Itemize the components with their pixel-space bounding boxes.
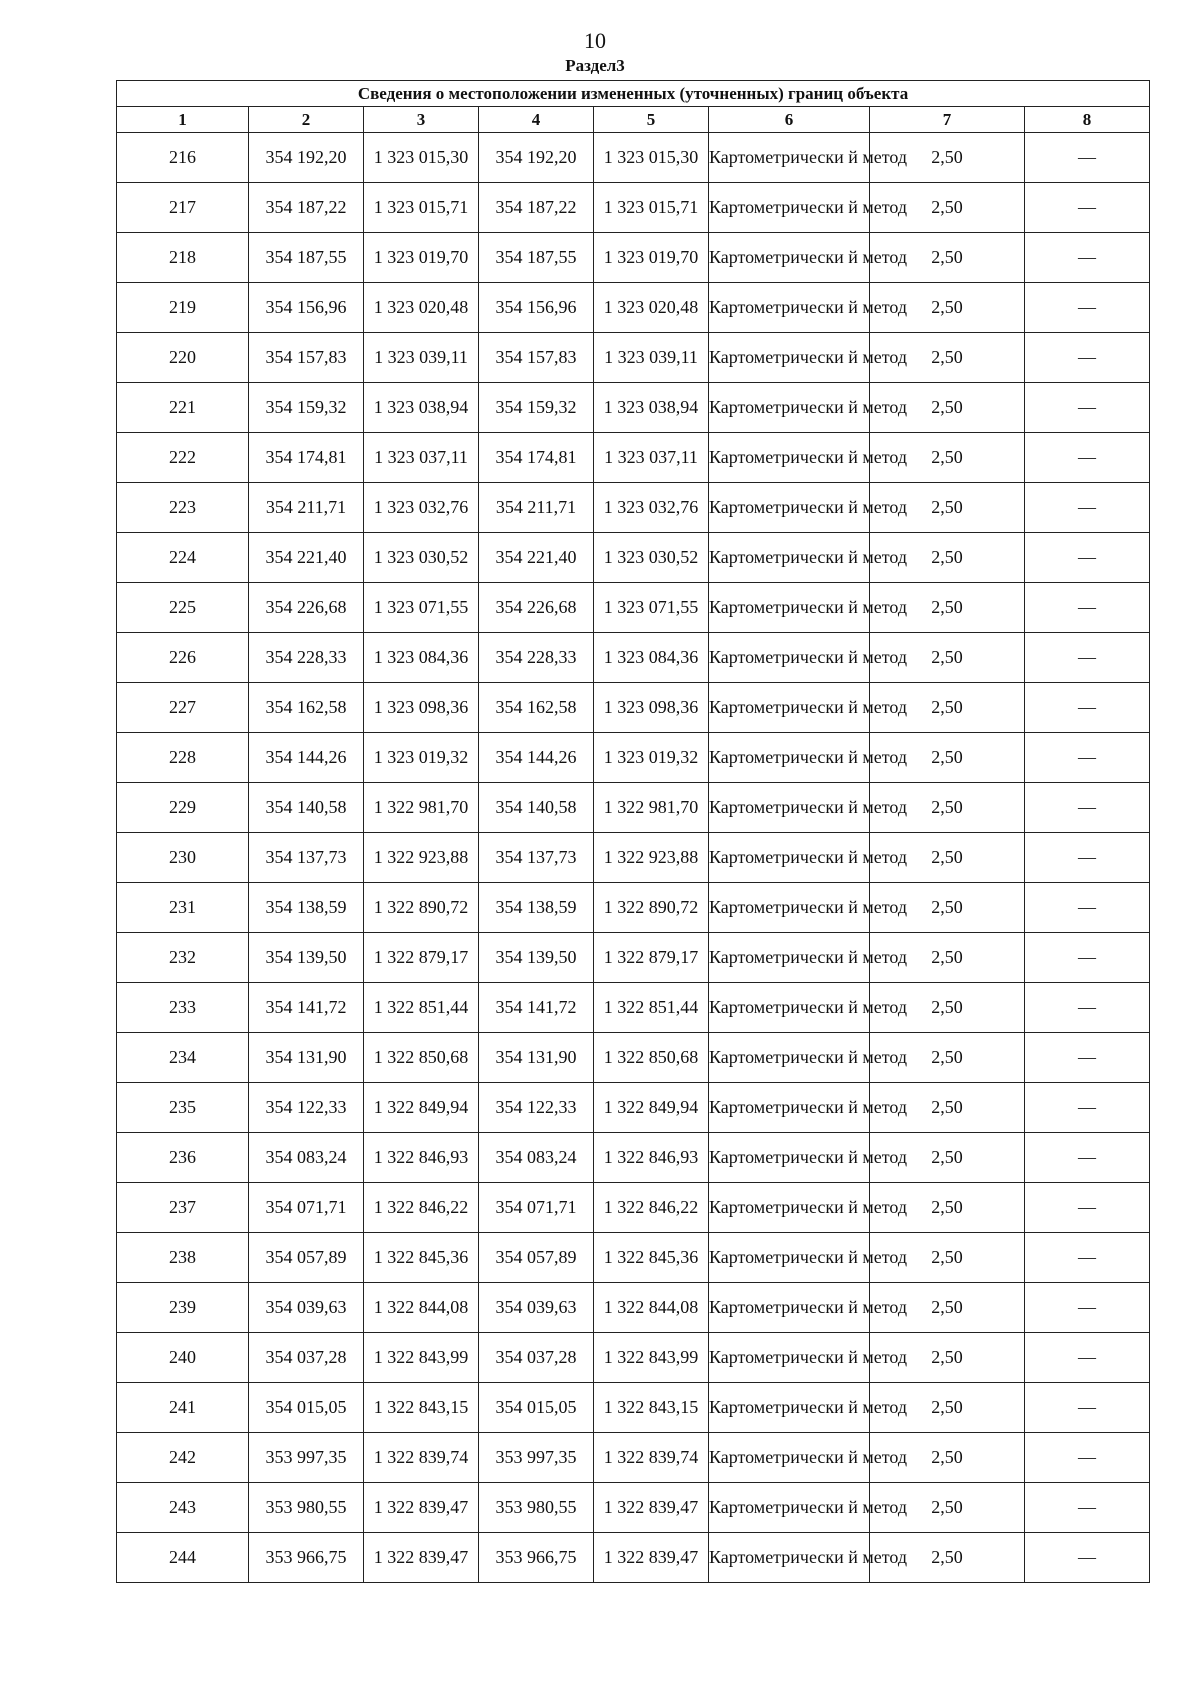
method-cell: Картометрически й метод [709,533,870,583]
table-row [117,1133,1150,1183]
x-coordinate-cell: 354 137,73 [249,833,364,883]
point-number-cell: 229 [117,783,249,833]
point-number-cell: 223 [117,483,249,533]
column-header: 8 [1025,107,1150,133]
y-coordinate-cell: 1 322 850,68 [364,1033,479,1083]
table-row [117,633,1150,683]
point-number-cell: 220 [117,333,249,383]
point-number-cell: 237 [117,1183,249,1233]
precision-cell: 2,50 [870,633,1025,683]
column-header: 7 [870,107,1025,133]
dash-cell: — [1025,1483,1150,1533]
precision-cell: 2,50 [870,833,1025,883]
y-coordinate-cell: 1 322 846,93 [364,1133,479,1183]
table-row [117,1033,1150,1083]
method-cell: Картометрически й метод [709,1483,870,1533]
y-coordinate-cell: 1 322 981,70 [594,783,709,833]
y-coordinate-cell: 1 323 019,32 [364,733,479,783]
precision-cell: 2,50 [870,1183,1025,1233]
precision-cell: 2,50 [870,433,1025,483]
y-coordinate-cell: 1 322 890,72 [364,883,479,933]
point-number-cell: 219 [117,283,249,333]
x-coordinate-cell: 354 187,55 [479,233,594,283]
y-coordinate-cell: 1 323 038,94 [594,383,709,433]
dash-cell: — [1025,683,1150,733]
table-row [117,333,1150,383]
y-coordinate-cell: 1 322 849,94 [364,1083,479,1133]
y-coordinate-cell: 1 323 020,48 [594,283,709,333]
table-row [117,733,1150,783]
table-row [117,533,1150,583]
y-coordinate-cell: 1 323 019,70 [594,233,709,283]
method-cell: Картометрически й метод [709,1433,870,1483]
dash-cell: — [1025,983,1150,1033]
x-coordinate-cell: 354 140,58 [479,783,594,833]
table-row [117,1483,1150,1533]
point-number-cell: 231 [117,883,249,933]
method-cell: Картометрически й метод [709,783,870,833]
dash-cell: — [1025,1333,1150,1383]
x-coordinate-cell: 354 015,05 [479,1383,594,1433]
dash-cell: — [1025,533,1150,583]
y-coordinate-cell: 1 323 084,36 [364,633,479,683]
precision-cell: 2,50 [870,783,1025,833]
y-coordinate-cell: 1 323 030,52 [594,533,709,583]
y-coordinate-cell: 1 323 084,36 [594,633,709,683]
y-coordinate-cell: 1 323 071,55 [594,583,709,633]
precision-cell: 2,50 [870,733,1025,783]
precision-cell: 2,50 [870,1383,1025,1433]
precision-cell: 2,50 [870,333,1025,383]
dash-cell: — [1025,283,1150,333]
precision-cell: 2,50 [870,1233,1025,1283]
x-coordinate-cell: 354 156,96 [249,283,364,333]
method-cell: Картометрически й метод [709,633,870,683]
precision-cell: 2,50 [870,1283,1025,1333]
y-coordinate-cell: 1 322 851,44 [364,983,479,1033]
table-row [117,1283,1150,1333]
y-coordinate-cell: 1 322 843,99 [364,1333,479,1383]
precision-cell: 2,50 [870,483,1025,533]
x-coordinate-cell: 354 162,58 [249,683,364,733]
table-row [117,433,1150,483]
y-coordinate-cell: 1 322 879,17 [594,933,709,983]
x-coordinate-cell: 353 980,55 [249,1483,364,1533]
table-row [117,1383,1150,1433]
dash-cell: — [1025,1083,1150,1133]
x-coordinate-cell: 354 057,89 [249,1233,364,1283]
y-coordinate-cell: 1 323 019,32 [594,733,709,783]
y-coordinate-cell: 1 322 923,88 [594,833,709,883]
x-coordinate-cell: 354 037,28 [479,1333,594,1383]
x-coordinate-cell: 354 137,73 [479,833,594,883]
dash-cell: — [1025,633,1150,683]
point-number-cell: 239 [117,1283,249,1333]
point-number-cell: 230 [117,833,249,883]
x-coordinate-cell: 354 159,32 [479,383,594,433]
method-cell: Картометрически й метод [709,1333,870,1383]
column-header: 4 [479,107,594,133]
x-coordinate-cell: 353 980,55 [479,1483,594,1533]
table-row [117,883,1150,933]
x-coordinate-cell: 354 157,83 [249,333,364,383]
table-row [117,933,1150,983]
point-number-cell: 226 [117,633,249,683]
method-cell: Картометрически й метод [709,333,870,383]
method-cell: Картометрически й метод [709,1183,870,1233]
precision-cell: 2,50 [870,1533,1025,1583]
dash-cell: — [1025,883,1150,933]
x-coordinate-cell: 354 139,50 [479,933,594,983]
y-coordinate-cell: 1 322 839,74 [364,1433,479,1483]
y-coordinate-cell: 1 323 030,52 [364,533,479,583]
table-row [117,233,1150,283]
method-cell: Картометрически й метод [709,1033,870,1083]
x-coordinate-cell: 354 174,81 [479,433,594,483]
table-row [117,1233,1150,1283]
x-coordinate-cell: 354 211,71 [249,483,364,533]
dash-cell: — [1025,1183,1150,1233]
column-header: 2 [249,107,364,133]
method-cell: Картометрически й метод [709,283,870,333]
method-cell: Картометрически й метод [709,733,870,783]
dash-cell: — [1025,383,1150,433]
point-number-cell: 241 [117,1383,249,1433]
x-coordinate-cell: 354 039,63 [479,1283,594,1333]
y-coordinate-cell: 1 322 843,15 [594,1383,709,1433]
x-coordinate-cell: 354 039,63 [249,1283,364,1333]
dash-cell: — [1025,183,1150,233]
x-coordinate-cell: 354 228,33 [479,633,594,683]
x-coordinate-cell: 354 162,58 [479,683,594,733]
table-row [117,483,1150,533]
precision-cell: 2,50 [870,583,1025,633]
table-caption: Сведения о местоположении измененных (уточненных) границ объекта [117,81,1150,107]
table-row [117,683,1150,733]
table-body [117,133,1150,1583]
column-header: 3 [364,107,479,133]
x-coordinate-cell: 354 144,26 [479,733,594,783]
y-coordinate-cell: 1 322 844,08 [364,1283,479,1333]
x-coordinate-cell: 354 157,83 [479,333,594,383]
x-coordinate-cell: 353 966,75 [249,1533,364,1583]
y-coordinate-cell: 1 322 890,72 [594,883,709,933]
x-coordinate-cell: 354 221,40 [479,533,594,583]
dash-cell: — [1025,733,1150,783]
dash-cell: — [1025,1383,1150,1433]
point-number-cell: 222 [117,433,249,483]
x-coordinate-cell: 354 226,68 [479,583,594,633]
y-coordinate-cell: 1 322 981,70 [364,783,479,833]
point-number-cell: 243 [117,1483,249,1533]
x-coordinate-cell: 354 131,90 [249,1033,364,1083]
column-header: 1 [117,107,249,133]
precision-cell: 2,50 [870,383,1025,433]
precision-cell: 2,50 [870,1433,1025,1483]
x-coordinate-cell: 354 192,20 [249,133,364,183]
precision-cell: 2,50 [870,283,1025,333]
method-cell: Картометрически й метод [709,1233,870,1283]
y-coordinate-cell: 1 323 037,11 [594,433,709,483]
method-cell: Картометрически й метод [709,683,870,733]
x-coordinate-cell: 354 083,24 [479,1133,594,1183]
method-cell: Картометрически й метод [709,1083,870,1133]
table-row [117,983,1150,1033]
y-coordinate-cell: 1 323 020,48 [364,283,479,333]
table-row [117,383,1150,433]
method-cell: Картометрически й метод [709,233,870,283]
method-cell: Картометрически й метод [709,1283,870,1333]
dash-cell: — [1025,233,1150,283]
method-cell: Картометрически й метод [709,1133,870,1183]
x-coordinate-cell: 354 228,33 [249,633,364,683]
y-coordinate-cell: 1 322 845,36 [364,1233,479,1283]
y-coordinate-cell: 1 322 839,74 [594,1433,709,1483]
x-coordinate-cell: 354 122,33 [249,1083,364,1133]
y-coordinate-cell: 1 322 849,94 [594,1083,709,1133]
y-coordinate-cell: 1 322 845,36 [594,1233,709,1283]
point-number-cell: 228 [117,733,249,783]
x-coordinate-cell: 353 966,75 [479,1533,594,1583]
page-number: 10 [584,28,606,53]
y-coordinate-cell: 1 323 039,11 [594,333,709,383]
x-coordinate-cell: 354 156,96 [479,283,594,333]
precision-cell: 2,50 [870,683,1025,733]
table-row [117,1183,1150,1233]
x-coordinate-cell: 353 997,35 [479,1433,594,1483]
dash-cell: — [1025,833,1150,883]
dash-cell: — [1025,1033,1150,1083]
y-coordinate-cell: 1 323 098,36 [364,683,479,733]
dash-cell: — [1025,933,1150,983]
dash-cell: — [1025,133,1150,183]
method-cell: Картометрически й метод [709,983,870,1033]
x-coordinate-cell: 354 226,68 [249,583,364,633]
y-coordinate-cell: 1 322 839,47 [364,1483,479,1533]
y-coordinate-cell: 1 322 851,44 [594,983,709,1033]
table-row [117,833,1150,883]
y-coordinate-cell: 1 322 879,17 [364,933,479,983]
table-row [117,183,1150,233]
x-coordinate-cell: 354 071,71 [479,1183,594,1233]
y-coordinate-cell: 1 322 923,88 [364,833,479,883]
point-number-cell: 236 [117,1133,249,1183]
y-coordinate-cell: 1 322 839,47 [364,1533,479,1583]
point-number-cell: 242 [117,1433,249,1483]
dash-cell: — [1025,333,1150,383]
dash-cell: — [1025,1533,1150,1583]
method-cell: Картометрически й метод [709,833,870,883]
method-cell: Картометрически й метод [709,383,870,433]
method-cell: Картометрически й метод [709,883,870,933]
precision-cell: 2,50 [870,183,1025,233]
y-coordinate-cell: 1 322 843,15 [364,1383,479,1433]
table-row [117,283,1150,333]
table-row [117,1433,1150,1483]
precision-cell: 2,50 [870,933,1025,983]
dash-cell: — [1025,433,1150,483]
y-coordinate-cell: 1 323 071,55 [364,583,479,633]
x-coordinate-cell: 354 083,24 [249,1133,364,1183]
precision-cell: 2,50 [870,983,1025,1033]
x-coordinate-cell: 354 122,33 [479,1083,594,1133]
point-number-cell: 235 [117,1083,249,1133]
point-number-cell: 240 [117,1333,249,1383]
point-number-cell: 217 [117,183,249,233]
x-coordinate-cell: 353 997,35 [249,1433,364,1483]
method-cell: Картометрически й метод [709,483,870,533]
table-row [117,583,1150,633]
point-number-cell: 232 [117,933,249,983]
method-cell: Картометрически й метод [709,1533,870,1583]
precision-cell: 2,50 [870,883,1025,933]
method-cell: Картометрически й метод [709,133,870,183]
dash-cell: — [1025,483,1150,533]
point-number-cell: 218 [117,233,249,283]
x-coordinate-cell: 354 140,58 [249,783,364,833]
y-coordinate-cell: 1 322 844,08 [594,1283,709,1333]
precision-cell: 2,50 [870,1483,1025,1533]
precision-cell: 2,50 [870,233,1025,283]
y-coordinate-cell: 1 323 038,94 [364,383,479,433]
x-coordinate-cell: 354 141,72 [249,983,364,1033]
y-coordinate-cell: 1 322 846,22 [594,1183,709,1233]
dash-cell: — [1025,1133,1150,1183]
dash-cell: — [1025,1233,1150,1283]
precision-cell: 2,50 [870,533,1025,583]
x-coordinate-cell: 354 138,59 [479,883,594,933]
x-coordinate-cell: 354 144,26 [249,733,364,783]
x-coordinate-cell: 354 057,89 [479,1233,594,1283]
x-coordinate-cell: 354 037,28 [249,1333,364,1383]
coordinates-table [116,80,1150,1583]
point-number-cell: 221 [117,383,249,433]
x-coordinate-cell: 354 141,72 [479,983,594,1033]
table-row [117,1083,1150,1133]
x-coordinate-cell: 354 138,59 [249,883,364,933]
method-cell: Картометрически й метод [709,183,870,233]
y-coordinate-cell: 1 323 098,36 [594,683,709,733]
column-header: 6 [709,107,870,133]
x-coordinate-cell: 354 211,71 [479,483,594,533]
y-coordinate-cell: 1 323 015,71 [364,183,479,233]
x-coordinate-cell: 354 174,81 [249,433,364,483]
dash-cell: — [1025,1283,1150,1333]
dash-cell: — [1025,1433,1150,1483]
y-coordinate-cell: 1 322 843,99 [594,1333,709,1383]
y-coordinate-cell: 1 323 015,30 [364,133,479,183]
y-coordinate-cell: 1 323 039,11 [364,333,479,383]
x-coordinate-cell: 354 187,22 [249,183,364,233]
point-number-cell: 238 [117,1233,249,1283]
y-coordinate-cell: 1 323 019,70 [364,233,479,283]
y-coordinate-cell: 1 323 015,30 [594,133,709,183]
precision-cell: 2,50 [870,1033,1025,1083]
x-coordinate-cell: 354 187,55 [249,233,364,283]
y-coordinate-cell: 1 322 846,22 [364,1183,479,1233]
point-number-cell: 233 [117,983,249,1033]
precision-cell: 2,50 [870,1333,1025,1383]
table-row [117,133,1150,183]
point-number-cell: 227 [117,683,249,733]
point-number-cell: 216 [117,133,249,183]
precision-cell: 2,50 [870,1083,1025,1133]
method-cell: Картометрически й метод [709,1383,870,1433]
x-coordinate-cell: 354 071,71 [249,1183,364,1233]
x-coordinate-cell: 354 192,20 [479,133,594,183]
y-coordinate-cell: 1 322 839,47 [594,1483,709,1533]
table-row [117,1333,1150,1383]
y-coordinate-cell: 1 323 032,76 [594,483,709,533]
x-coordinate-cell: 354 221,40 [249,533,364,583]
point-number-cell: 234 [117,1033,249,1083]
y-coordinate-cell: 1 322 846,93 [594,1133,709,1183]
x-coordinate-cell: 354 131,90 [479,1033,594,1083]
method-cell: Картометрически й метод [709,433,870,483]
header-row [117,107,1150,133]
table-row [117,783,1150,833]
section-title: Раздел3 [565,56,625,75]
method-cell: Картометрически й метод [709,933,870,983]
y-coordinate-cell: 1 322 850,68 [594,1033,709,1083]
y-coordinate-cell: 1 323 015,71 [594,183,709,233]
method-cell: Картометрически й метод [709,583,870,633]
point-number-cell: 225 [117,583,249,633]
precision-cell: 2,50 [870,133,1025,183]
point-number-cell: 244 [117,1533,249,1583]
table-row [117,1533,1150,1583]
x-coordinate-cell: 354 139,50 [249,933,364,983]
dash-cell: — [1025,783,1150,833]
precision-cell: 2,50 [870,1133,1025,1183]
dash-cell: — [1025,583,1150,633]
column-header: 5 [594,107,709,133]
x-coordinate-cell: 354 159,32 [249,383,364,433]
y-coordinate-cell: 1 323 032,76 [364,483,479,533]
point-number-cell: 224 [117,533,249,583]
x-coordinate-cell: 354 015,05 [249,1383,364,1433]
x-coordinate-cell: 354 187,22 [479,183,594,233]
y-coordinate-cell: 1 323 037,11 [364,433,479,483]
y-coordinate-cell: 1 322 839,47 [594,1533,709,1583]
